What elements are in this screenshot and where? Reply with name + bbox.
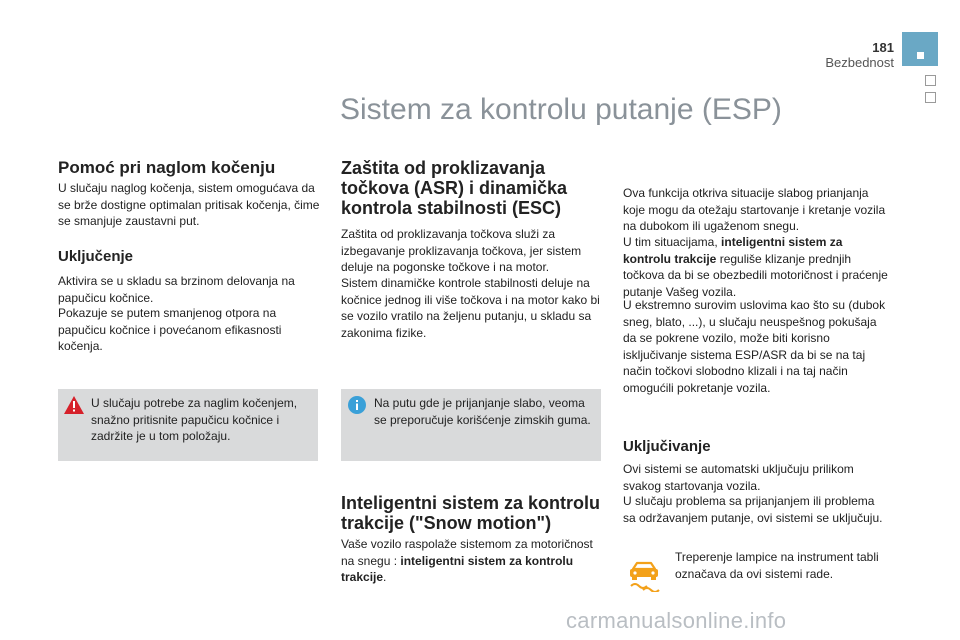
para2-bold: inteligentni sistem za kontrolu trakcije	[623, 235, 843, 266]
subheading-switching-on: Uključivanje	[623, 438, 711, 455]
brake-assist-intro: U slučaju naglog kočenja, sistem omogućava da se brže dostigne optimalan pritisak kočenja, čime se smanjuje zaustavni put.	[58, 181, 320, 228]
watermark: carmanualsonline.info	[566, 608, 787, 633]
subheading-activation: Uključenje	[58, 248, 134, 265]
lamp-note-text: Treperenje lampice na instrument tabli označava da ovi sistemi rade.	[675, 550, 879, 581]
section-tab[interactable]	[925, 75, 936, 86]
snow-motion-para	[341, 536, 603, 586]
snow-motion-bold: inteligentni sistem za kontrolu trakcije	[341, 553, 574, 584]
square-icon	[917, 52, 924, 59]
section-tab[interactable]	[925, 92, 936, 103]
warning-note	[58, 389, 318, 461]
section-name: Bezbednost	[825, 55, 894, 70]
info-note	[341, 389, 601, 461]
warning-note-text: U slučaju potrebe za naglim kočenjem, snažno pritisnite papučicu kočnice i zadržite je u tom položaju.	[91, 396, 298, 443]
snow-motion-prefix: Vaše vozilo raspolaže sistemom za motoričnost na snegu :	[341, 537, 593, 568]
activation-para-1: Aktivira se u skladu sa brzinom delovanja na papučicu kočnice.	[58, 274, 295, 305]
heading-asr-esc: Zaštita od proklizavanja točkova (ASR) i dinamička kontrola stabilnosti (ESC)	[341, 158, 568, 218]
switching-on-para-1: Ovi sistemi se automatski uključuju prilikom svakog startovanja vozila.	[623, 462, 854, 493]
section-tab-active[interactable]	[902, 32, 938, 66]
warning-icon	[64, 396, 84, 414]
switching-on-para-2: U slučaju problema sa prijanjanjem ili problema sa održavanjem putanje, ovi sistemi se uključuju.	[623, 494, 883, 525]
page-number: 181	[872, 40, 894, 55]
asr-para-1: Zaštita od proklizavanja točkova služi za izbegavanje proklizavanja točkova, jer sistem deluje na pogonske točkove i na motor.	[341, 227, 582, 274]
info-icon	[348, 396, 366, 414]
intelligent-traction-para-1: Ova funkcija otkriva situacije slabog prianjanja koje mogu da otežaju startovanje i kretanje vozila na dubokom ili ugaženom snegu.	[623, 186, 886, 233]
page-title: Sistem za kontrolu putanje (ESP)	[340, 93, 782, 126]
intelligent-traction-para-2	[623, 234, 888, 300]
para2-prefix: U tim situacijama,	[623, 235, 722, 249]
heading-brake-assist: Pomoć pri naglom kočenju	[58, 158, 276, 177]
snow-motion-suffix: .	[383, 570, 387, 584]
esp-warning-lamp-icon	[625, 560, 663, 592]
para2-suffix: reguliše klizanje prednjih točkova da bi se obezbedili motoričnost i praćenje putanje Vašeg vozila.	[623, 251, 888, 299]
intelligent-traction-para-3: U ekstremno surovim uslovima kao što su (dubok sneg, blato, ...), u slučaju neuspešnog pokušaja da se pokrene vozilo, može biti korisno isključivanje sistema ESP/ASR da bi se na taj način točkovi slobodno klizali i na taj način omogućili pokretanje vozila.	[623, 298, 886, 395]
esc-para-2: Sistem dinamičke kontrole stabilnosti deluje na kočnice jednog ili više točkova i na motor kako bi se vozilo vratilo na željenu putanju, u skladu sa zakonima fizike.	[341, 276, 600, 340]
activation-para-2: Pokazuje se putem smanjenog otpora na papučicu kočnice i povećanom efikasnosti kočenja.	[58, 306, 282, 353]
heading-snow-motion: Inteligentni sistem za kontrolu trakcije ("Snow motion")	[341, 493, 601, 533]
info-note-text: Na putu gde je prijanjanje slabo, veoma se preporučuje korišćenje zimskih guma.	[374, 396, 591, 427]
